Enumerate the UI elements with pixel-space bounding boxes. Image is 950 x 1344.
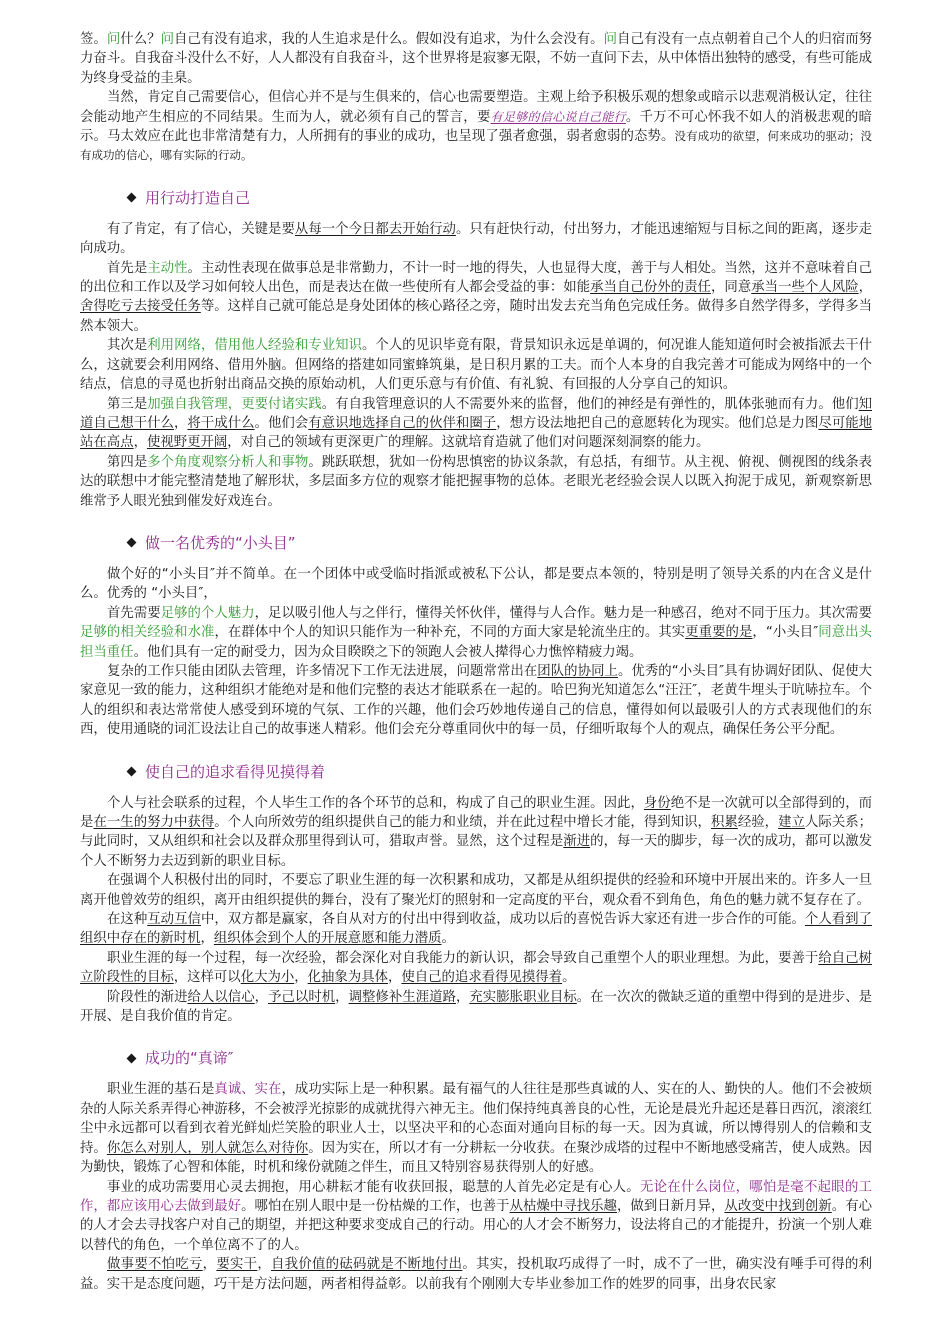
paragraph-text: 。因为实在，所以才有一分耕耘一分收获。在聚沙成塔的过程中不断地感受痛苦，使人成熟。因为勤快，锻炼了心智和体能，时机和缘份就随之伴生，而且又特别容易获得别人的好感。 xyxy=(80,1140,873,1176)
emphasis-text: 从改变中找到创新 xyxy=(724,1198,832,1214)
paragraph-text: ，这样可以 xyxy=(173,970,241,986)
document-section xyxy=(80,762,872,1027)
document-body xyxy=(80,30,872,1294)
paragraph-text: 自己有没有一点点朝着自己个人的归宿而努力奋斗。自我奋斗没什么不好，人人都没有自我奋斗，这个世界将是寂寥无限，不妨一直问下去，从中体悟出独特的感受，有些可能成为终身受益的圭臬。 xyxy=(80,32,873,86)
paragraph-text: 。有心的人才会去寻找客户对自己的期望，并把这种要求变成自己的行动。用心的人才会不断努力，设法将自己的才能提升，扮演一个别人难以替代的角色，一个单位离不了的人。 xyxy=(80,1198,873,1253)
paragraph-text: 个人与社会联系的过程，个人毕生工作的各个环节的总和，构成了自己的职业生涯。因此， xyxy=(107,795,644,811)
paragraph-text: 绝不是一次就可以全部得到的，而是 xyxy=(80,795,873,830)
emphasis-text: 问 xyxy=(106,32,121,47)
paragraph-text: ，“小头目″ xyxy=(752,625,819,641)
emphasis-text: 问 xyxy=(160,32,175,47)
emphasis-text: 团队的协同上 xyxy=(537,663,618,679)
paragraph-text: 。只有赶快行动，付出努力，才能迅速缩短与目标之间的距离，逐步走向成功。 xyxy=(80,221,873,257)
document-section xyxy=(80,1048,872,1293)
emphasis-text: 有足够的信心说自己能行 xyxy=(490,109,626,124)
paragraph-text: 。 xyxy=(441,931,455,947)
paragraph-text: ， xyxy=(254,989,269,1005)
emphasis-text: 主动性 xyxy=(147,260,188,276)
section-heading-text: 做一名优秀的“小头目” xyxy=(145,533,296,552)
paragraph-text: 。有自我管理意识的人不需要外来的监督，他们的神经是有弹性的，肌体张驰而有力。他们 xyxy=(321,396,859,412)
paragraph xyxy=(80,395,872,453)
paragraph xyxy=(80,220,872,259)
emphasis-text: 互动互信 xyxy=(147,912,201,928)
paragraph-text: ， xyxy=(858,280,873,296)
paragraph-text: 等。这样自己就可能总是身处团体的核心路径之旁，随时出发去充当角色完成任务。做得多自然学得多，学得多当然本领大。 xyxy=(80,299,873,334)
emphasis-text: 予己以时机 xyxy=(268,989,336,1005)
emphasis-text: 无论在什么岗位，哪怕是毫不起眼的工作，都应该用心去做到最好 xyxy=(80,1179,873,1214)
paragraph-text: 。他们具有一定的耐受力，因为众目睽睽之下的领跑人会被人撵得心力憔悴精疲力竭。 xyxy=(133,644,643,660)
paragraph-text: ， xyxy=(335,989,349,1005)
paragraph-text: 在强调个人积极付出的同时，不要忘了职业生涯的每一次积累和成功，又都是从组织提供的经验和环境中开展出来的。许多人一旦离开他曾效劳的组织，离开由组织提供的舞台，没有了聚光灯的照射和一定高度的平台，观众看不到角色，角色的魅力就不复存在了。 xyxy=(80,873,872,908)
paragraph xyxy=(80,30,872,88)
paragraph xyxy=(80,1178,872,1256)
paragraph-text: 自己有没有追求，我的人生追求是什么。假如没有追求，为什么会没有。 xyxy=(174,32,604,47)
emphasis-text: 加强自我管理，更要付诸实践 xyxy=(147,396,322,412)
paragraph-text: 当然，肯定自己需要信心，但信心并不是与生俱来的，信心也需要塑造。主观上给予积极乐观的想象或暗示以悲观消极认定，往往会能动地产生相应的不同结果。生而为人，就必须有自己的誓言，要 xyxy=(80,90,872,125)
paragraph-text: 。主动性表现在做事总是非常勤力，不计一时一地的得失，人也显得大度，善于与人相处。当然，这并不意味着自己的出位和工作以及学习如何较人出色，而是表达在做一些使所有人都会受益的事：如能 xyxy=(80,260,872,296)
emphasis-text: 同意出头担当重任 xyxy=(80,625,873,660)
paragraph xyxy=(80,336,872,394)
paragraph-text: 。其实，投机取巧成得了一时，成不了一世，确实没有唾手可得的利益。实干是态度问题，巧干是方法问题，两者相得益彰。以前我有个刚刚大专毕业参加工作的姓罗的同事，出身农民家 xyxy=(80,1257,873,1292)
paragraph-text: 职业生涯的基石是 xyxy=(107,1082,215,1098)
diamond-bullet-icon xyxy=(127,1054,137,1064)
paragraph-text: ，对自己的领域有更深更广的理解。这就培育造就了他们对问题深刻洞察的能力。 xyxy=(227,435,710,451)
emphasis-text: 舍得吃亏去接受任务 xyxy=(80,299,201,315)
paragraph xyxy=(80,662,872,740)
paragraph-text: 第四是 xyxy=(107,454,148,470)
section-heading xyxy=(126,188,872,208)
emphasis-text: 化大为小 xyxy=(240,970,295,986)
paragraph-text: 签。 xyxy=(80,32,107,47)
emphasis-text: 真诚、实在 xyxy=(214,1082,282,1098)
emphasis-text: 给自己树立阶段性的目标 xyxy=(80,950,872,986)
emphasis-text: 使自己的追求看得见摸得着 xyxy=(401,970,563,986)
paragraph-text: 的，每一天的脚步，每一次的成功，都可以激发个人不断努力去迈到新的职业目标。 xyxy=(80,834,873,869)
emphasis-text: 要实干 xyxy=(216,1257,258,1273)
paragraph-text: 首先是 xyxy=(107,260,148,276)
emphasis-text: 将干成什么 xyxy=(187,415,255,431)
paragraph xyxy=(80,88,872,166)
section-heading xyxy=(126,762,872,782)
paragraph-text: ，在群体中个人的知识只能作为一种补充，不同的方面大家是轮流坐庄的。其实 xyxy=(214,625,686,641)
emphasis-text: 个人看到了组织中存在的新时机 xyxy=(80,912,872,947)
paragraph-text: 人际关系；与此同时，又从组织和社会以及群众那里得到认可，猎取声誉。显然，这个过程是 xyxy=(80,815,873,850)
emphasis-text: 有意识地选择自己的伙伴和圈子 xyxy=(308,415,497,431)
diamond-bullet-icon xyxy=(127,193,137,203)
emphasis-text: 尽可能地站在高点 xyxy=(80,415,873,451)
emphasis-text: 调整修补生涯道路 xyxy=(348,989,456,1005)
paragraph-text: 。个人的见识毕竟有限，背景知识永远是单调的，何况谁人能知道何时会被指派去干什么，这就要会利用网络、借用外脑。但网络的搭建如同蜜蜂筑巢，是日积月累的工夫。而个人本身的自我完善才可能成为网络中的一个结点，信息的寻觅也折射出商品交换的原始动机，人们更乐意与有价值、有礼貌、有回报的人分享自己的知识。 xyxy=(80,338,873,393)
emphasis-text: 给人以信心 xyxy=(187,989,255,1005)
diamond-bullet-icon xyxy=(127,767,137,777)
emphasis-text: 利用网络，借用他人经验和专业知识 xyxy=(147,338,363,354)
emphasis-text: 问 xyxy=(603,32,618,47)
paragraph-text: 中，双方都是赢家，各自从对方的付出中得到收益，成功以后的喜悦告诉大家还有进一步合作的可能。 xyxy=(200,912,805,928)
paragraph-text: 有了肯定，有了信心，关键是要 xyxy=(107,221,295,237)
paragraph xyxy=(80,794,872,872)
paragraph-text: ， xyxy=(387,970,402,986)
document-section xyxy=(80,188,872,511)
emphasis-text: 承当自己份外的责任 xyxy=(590,280,711,296)
paragraph-text: 做个好的“小头目″并不简单。在一个团体中或受临时指派或被私下公认，都是要点本领的，特别是明了领导关系的内在含义是什么。优秀的 “小头目″， xyxy=(80,566,872,602)
paragraph-text: 在这种 xyxy=(107,912,148,928)
paragraph xyxy=(80,910,872,949)
paragraph-text: 首先需要 xyxy=(107,605,161,621)
section-heading xyxy=(126,1048,872,1068)
paragraph-text: ， xyxy=(173,415,188,431)
paragraph-text: ，做到日新月异， xyxy=(616,1198,725,1214)
paragraph-text: 职业生涯的每一个过程，每一次经验，都会深化对自我能力的新认识，都会导致自己重塑个人的职业理想。为此，要善于 xyxy=(107,950,819,966)
section-heading xyxy=(126,533,872,553)
emphasis-text: 身份 xyxy=(643,795,671,811)
paragraph-text: 。在一次次的微缺乏道的重塑中得到的是进步、是开展、是自我价值的肯定。 xyxy=(80,989,873,1025)
section-heading-text: 用行动打造自己 xyxy=(145,188,251,207)
emphasis-text: 从每一个今日都去开始行动 xyxy=(294,221,456,237)
paragraph-text: 。优秀的“小头目″具有协调好团队、促使大家意见一致的能力，这种组织才能绝对是和他们完整的表达才能联系在一起的。哈巴狗光知道怎么“汪汪″，老黄牛埋头于吭哧拉车。个人的组织和表达常常使人感受到环境的气氛、工作的兴趣，他们会巧妙地传递自己的信息，懂得如何以最吸引人的方式表现他们的东西，使用通晓的词汇设法让自己的故事迷人精彩。他们会充分尊重同伙中的每一员，仔细听取每个人的观点，确保任务公平分配。 xyxy=(80,663,872,738)
diamond-bullet-icon xyxy=(127,538,137,548)
section-heading-text: 成功的“真谛″ xyxy=(145,1049,234,1068)
emphasis-text: 更重要的是 xyxy=(685,625,753,641)
paragraph-text: 。千万不可心怀我不如人的消极悲观的暗示。马太效应在此也非常清楚有力，人所拥有的事业的成功，也呈现了强者愈强，弱者愈弱的态势。 xyxy=(80,109,873,145)
paragraph-text: 。哪怕在别人眼中是一份枯燥的工作，也善于 xyxy=(241,1198,510,1214)
paragraph-text: 复杂的工作只能由团队去管理，许多情况下工作无法进展，问题常常出在 xyxy=(107,663,538,679)
paragraph-text: ， xyxy=(455,989,470,1005)
paragraph-text: 阶段性的渐进 xyxy=(107,989,188,1005)
document-section xyxy=(80,533,872,740)
paragraph-text: 第三是 xyxy=(107,396,148,412)
paragraph-text: 。 xyxy=(562,970,576,986)
paragraph-text: 。跳跃联想，犹如一份构思慎密的协议条款，有总括，有细节。从主视、俯视、侧视图的线条表达的联想中才能完整清楚地了解形状，多层面多方位的观察才能把握事物的总体。老眼光老经验会误人以既入拘泥于成见，新观察新思维常予人眼光独到催发好戏连台。 xyxy=(80,454,873,509)
section-heading-text: 使自己的追求看得见摸得着 xyxy=(145,762,326,781)
paragraph-text: 。他们会 xyxy=(254,415,309,431)
emphasis-text: 做事要不怕吃亏 xyxy=(107,1257,203,1273)
emphasis-text: 知道自己想干什么 xyxy=(80,396,873,431)
paragraph-text: ，同意 xyxy=(710,280,752,296)
paragraph-text: ， xyxy=(200,931,214,947)
emphasis-text: 充实膨胀职业目标 xyxy=(469,989,577,1005)
paragraph-text: ， xyxy=(294,970,308,986)
emphasis-text: 使视野更开阔 xyxy=(146,435,228,451)
emphasis-text: 积累 xyxy=(710,815,738,830)
emphasis-text: 化抽象为具体 xyxy=(307,970,388,986)
document-section xyxy=(80,30,872,166)
paragraph xyxy=(80,1255,872,1294)
emphasis-text: 你怎么对别人，别人就怎么对待你 xyxy=(106,1140,309,1156)
paragraph-text: ，足以吸引他人与之伴行，懂得关怀伙伴，懂得与人合作。魅力是一种感召，绝对不同于压力。其次需要 xyxy=(254,605,872,621)
paragraph xyxy=(80,565,872,604)
emphasis-text: 足够的个人魅力 xyxy=(160,605,255,621)
paragraph-text: ， xyxy=(133,435,147,451)
emphasis-text: 建立 xyxy=(778,815,805,830)
emphasis-text: 在一生的努力中获得 xyxy=(93,815,215,830)
paragraph-text: 。个人向所效劳的组织提供自己的能力和业绩，并在此过程中增长才能，得到知识， xyxy=(214,815,711,830)
paragraph xyxy=(80,871,872,910)
emphasis-text: 自我价值的砝码就是不断地付出 xyxy=(271,1257,463,1273)
paragraph xyxy=(80,453,872,511)
paragraph-text: 经验， xyxy=(737,815,779,830)
paragraph-text: ， xyxy=(257,1257,272,1273)
paragraph-text: 什么？ xyxy=(120,32,161,47)
emphasis-text: 从枯燥中寻找乐趣 xyxy=(509,1198,617,1214)
paragraph-text: 事业的成功需要用心灵去拥抱，用心耕耘才能有收获回报，聪慧的人首先必定是有心人。 xyxy=(107,1179,640,1195)
emphasis-text: 足够的相关经验和水准 xyxy=(80,625,215,641)
emphasis-text: 多个角度观察分析人和事物 xyxy=(147,454,309,470)
paragraph-text: ， xyxy=(202,1257,217,1273)
emphasis-text: 没有成功的欲望，何来成功的驱动；没有成功的信心，哪有实际的行动。 xyxy=(80,129,872,163)
emphasis-text: 组织体会到个人的开展意愿和能力潜质 xyxy=(213,931,442,947)
paragraph-text: 其次是 xyxy=(107,338,148,354)
emphasis-text: 渐进 xyxy=(563,834,591,850)
paragraph xyxy=(80,949,872,988)
paragraph xyxy=(80,1080,872,1177)
emphasis-text: 承当一些个人风险 xyxy=(751,280,859,296)
paragraph-text: ，想方设法地把自己的意愿转化为现实。他们总是力图 xyxy=(496,415,819,431)
paragraph xyxy=(80,988,872,1027)
paragraph-text: ，成功实际上是一种积累。最有福气的人往往是那些真诚的人、实在的人、勤快的人。他们不会被烦杂的人际关系弄得心神游移，不会被浮光掠影的成就扰得六神无主。他们保持纯真善良的心性，无论是晨光升起还是暮日西沉，滚滚红尘中永远都可以看到衣着光鲜灿烂笑脸的职业人士，以坚决平和的心态面对通向目标的每一天。因为真诚，所以博得别人的信赖和支持。 xyxy=(80,1082,873,1156)
paragraph xyxy=(80,259,872,337)
paragraph xyxy=(80,604,872,662)
